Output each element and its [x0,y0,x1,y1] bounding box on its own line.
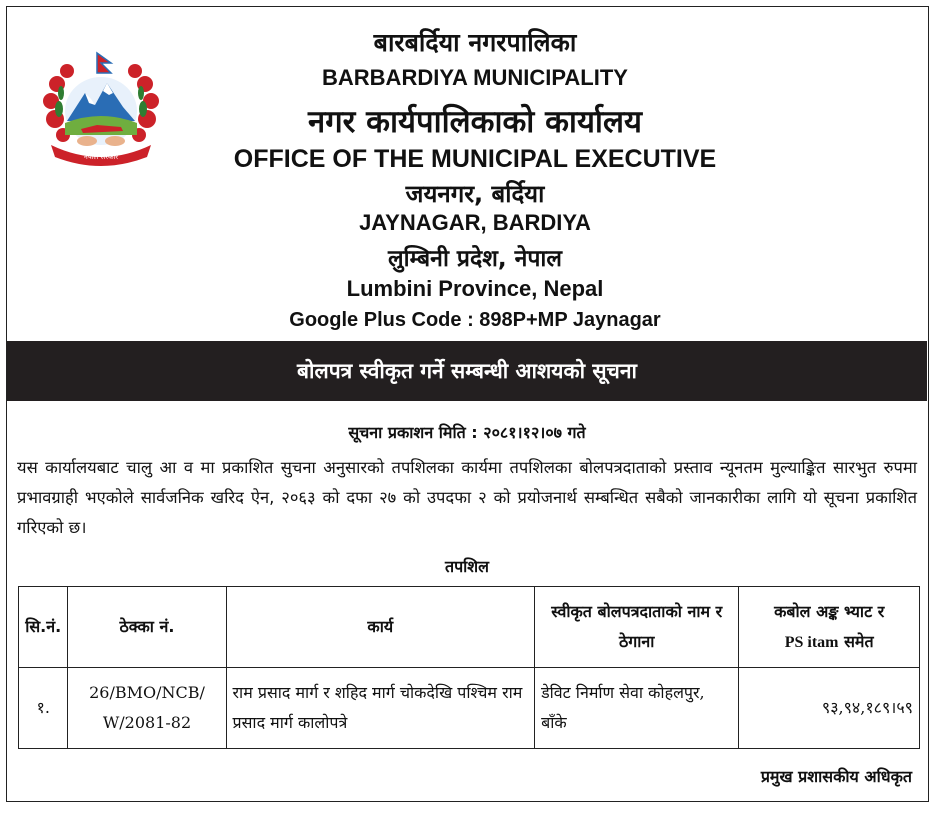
notice-frame [6,6,929,802]
letterhead [7,7,927,341]
header-amount-line1: कबोल अङ्क भ्याट र [774,601,885,621]
header-amount-ps-item: PS itam [784,633,839,651]
notice-body: यस कार्यालयबाट चालु आ व मा प्रकाशित सुचना अनुसारको तपशिलका कार्यमा तपशिलका बोलपत्रदाताको प्रस्ताव न्यूनतम मुल्याङ्कित सारभुत रुपमा प्रभावग्राही भएकोले सार्वजनिक खरिद ऐन, २०६३ को दफा २७ को उपदफा २ को प्रयोजनार्थ सम्बन्धित सबैको जानकारीका लागि यो सूचना प्रकाशित गरिएको छ। [17,458,917,537]
emblem-ribbon-text: नेपाल सरकार [83,153,119,161]
details-heading: तपशिल [444,557,490,576]
place-nepali: जयनगर, बर्दिया [405,180,545,208]
header-sn: सि.नं. [19,587,68,668]
publish-date: सूचना प्रकाशन मिति : २०८१।१२।०७ गते [348,423,586,442]
office-name-english: OFFICE OF THE MUNICIPAL EXECUTIVE [233,145,717,173]
cell-sn: १. [19,668,68,749]
details-table [18,586,920,749]
plus-code: Google Plus Code : 898P+MP Jaynagar [289,309,661,331]
signatory: प्रमुख प्रशासकीय अधिकृत [760,767,912,786]
table-header-row [19,587,920,668]
notice-title-bar [7,341,927,401]
table-row [19,668,920,749]
header-work: कार्य [226,587,535,668]
cell-work: राम प्रसाद मार्ग र शहिद मार्ग चोकदेखि पश्चिम राम प्रसाद मार्ग कालोपत्रे [226,668,535,749]
cell-amount: ९३,९४,१८९।५९ [739,668,920,749]
header-amount [739,587,920,668]
office-name-nepali: नगर कार्यपालिकाको कार्यालय [308,104,642,140]
place-english: JAYNAGAR, BARDIYA [359,210,591,235]
header-contract-no: ठेक्का नं. [68,587,226,668]
header-amount-including: समेत [844,631,874,651]
header-bidder: स्वीकृत बोलपत्रदाताको नाम र ठेगाना [535,587,739,668]
cell-contract-no: 26/BMO/NCB/ W/2081-82 [68,668,226,749]
notice-title: बोलपत्र स्वीकृत गर्ने सम्बन्धी आशयको सूचना [297,359,637,383]
province-english: Lumbini Province, Nepal [346,276,604,301]
municipality-name-nepali: बारबर्दिया नगरपालिका [373,28,577,57]
municipality-name-english: BARBARDIYA MUNICIPALITY [322,65,628,90]
cell-bidder: डेविट निर्माण सेवा कोहलपुर, बाँके [535,668,739,749]
province-nepali: लुम्बिनी प्रदेश, नेपाल [388,246,562,272]
